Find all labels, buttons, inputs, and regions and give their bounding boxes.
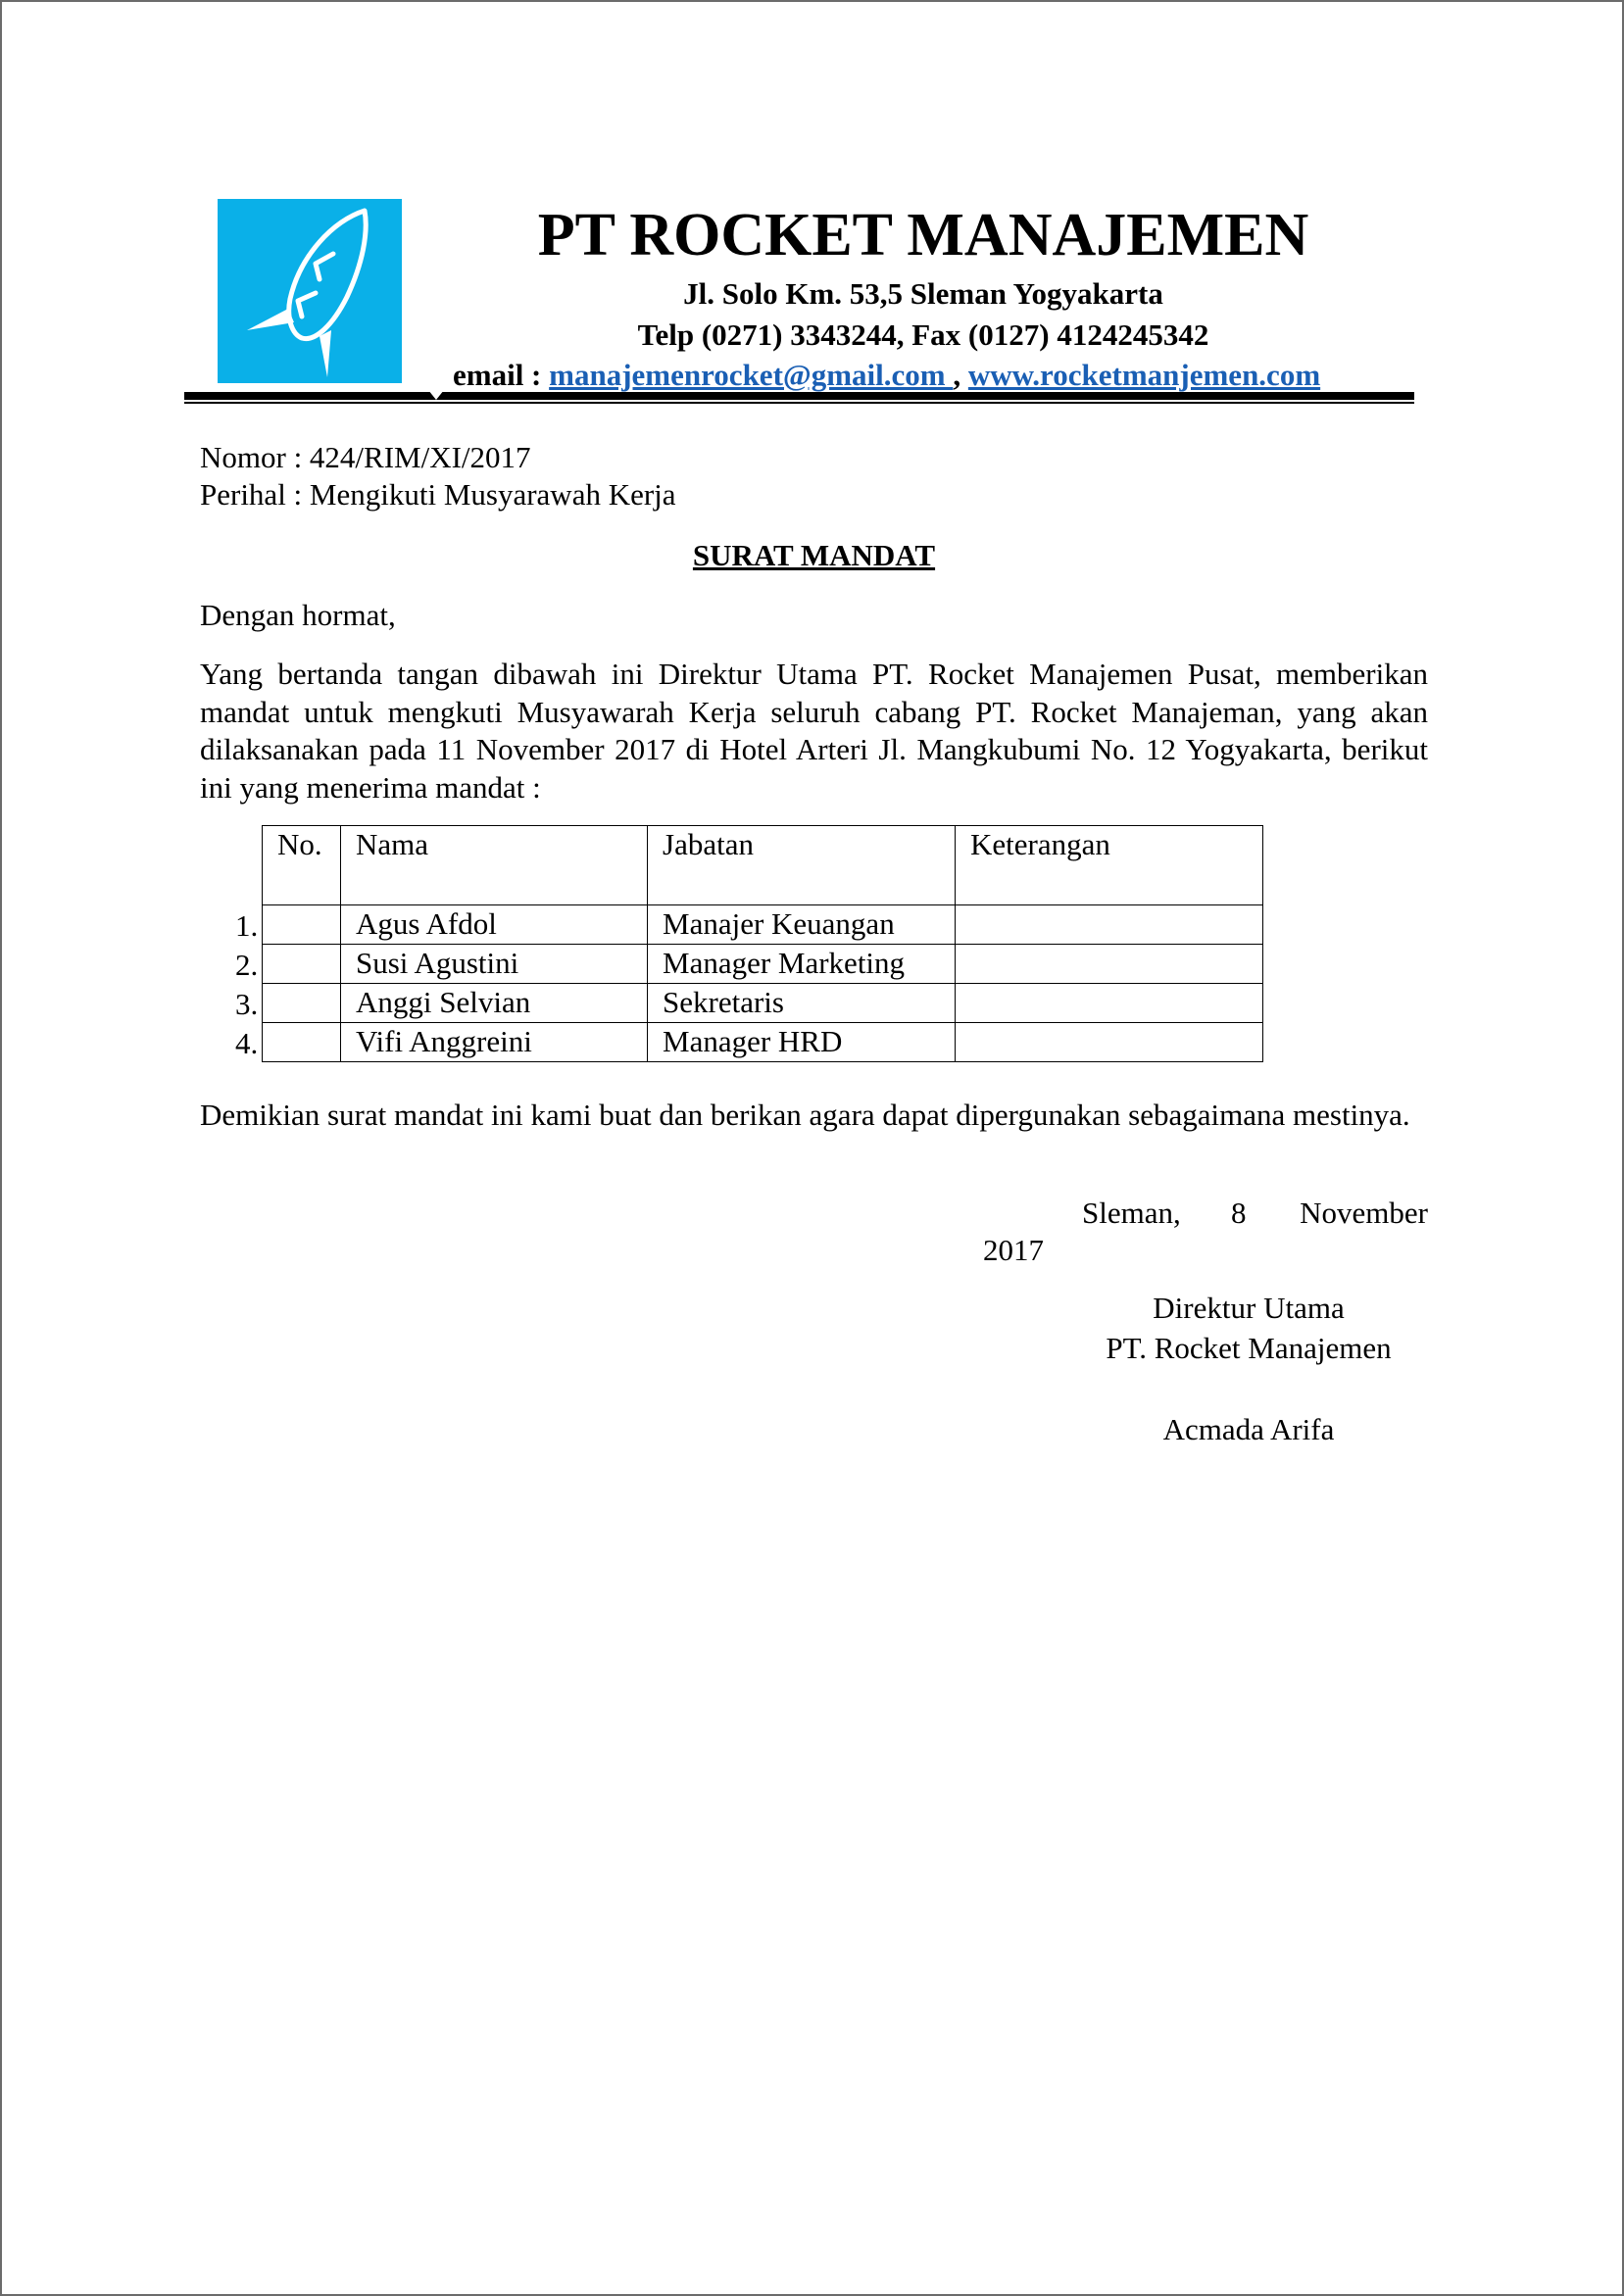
letterhead-rule-thin — [184, 402, 1414, 404]
website-link[interactable]: www.rocketmanjemen.com — [967, 358, 1321, 392]
mandate-recipients-table — [262, 825, 1263, 1062]
contact-separator: , — [953, 358, 968, 392]
signatory-name: Acmada Arifa — [1162, 1412, 1335, 1446]
header-keterangan: Keterangan — [956, 826, 1263, 905]
cell-no — [263, 1023, 341, 1062]
rocket-logo-icon — [218, 199, 402, 383]
cell-keterangan — [956, 945, 1263, 984]
cell-no — [263, 945, 341, 984]
letterhead-rule-notch — [428, 390, 444, 400]
row-number: 4. — [235, 1026, 259, 1060]
cell-jabatan: Manager Marketing — [648, 945, 956, 984]
company-phone: Telp (0271) 3343244, Fax (0127) 4124245342 — [637, 318, 1209, 352]
signature-year: 2017 — [983, 1233, 1044, 1267]
table-row — [263, 905, 1263, 945]
email-label: email : — [453, 358, 550, 392]
cell-keterangan — [956, 984, 1263, 1023]
company-contact-line — [453, 356, 1320, 395]
cell-jabatan: Sekretaris — [648, 984, 956, 1023]
header-nama: Nama — [341, 826, 648, 905]
table-row — [263, 1023, 1263, 1062]
company-address: Jl. Solo Km. 53,5 Sleman Yogyakarta — [683, 276, 1163, 311]
cell-jabatan: Manajer Keuangan — [648, 905, 956, 945]
letter-title: SURAT MANDAT — [692, 538, 936, 572]
table-header-row — [263, 826, 1263, 905]
letterhead-rule-thick — [184, 392, 1414, 400]
cell-keterangan — [956, 1023, 1263, 1062]
letter-subject-line: Perihal : Mengikuti Musyarawah Kerja — [200, 477, 676, 512]
row-number: 2. — [235, 948, 259, 982]
cell-nama: Susi Agustini — [341, 945, 648, 984]
row-number: 3. — [235, 987, 259, 1021]
cell-nama: Anggi Selvian — [341, 984, 648, 1023]
email-link[interactable]: manajemenrocket@gmail.com — [549, 358, 954, 392]
company-name: PT ROCKET MANAJEMEN — [537, 202, 1309, 269]
cell-nama: Agus Afdol — [341, 905, 648, 945]
greeting: Dengan hormat, — [200, 598, 396, 632]
header-no: No. — [263, 826, 341, 905]
rocket-logo-svg — [218, 199, 402, 383]
cell-no — [263, 984, 341, 1023]
signatory-company: PT. Rocket Manajemen — [1106, 1331, 1392, 1365]
signatory-title: Direktur Utama — [1153, 1291, 1345, 1325]
cell-keterangan — [956, 905, 1263, 945]
row-number: 1. — [235, 908, 259, 943]
body-paragraph: Yang bertanda tangan dibawah ini Direktur Utama PT. Rocket Manajemen Pusat, memberikan mandat untuk mengkuti Musyawarah Kerja seluruh cabang PT. Rocket Manajeman, yang akan dilaksanakan pada 11 November 2017 di Hotel Arteri Jl. Mangkubumi No. 12 Yogyakarta, berikut ini yang menerima mandat : — [200, 657, 1428, 805]
table-row — [263, 984, 1263, 1023]
letter-number: Nomor : 424/RIM/XI/2017 — [200, 440, 531, 474]
cell-nama: Vifi Anggreini — [341, 1023, 648, 1062]
header-jabatan: Jabatan — [648, 826, 956, 905]
cell-jabatan: Manager HRD — [648, 1023, 956, 1062]
table-row — [263, 945, 1263, 984]
cell-no — [263, 905, 341, 945]
closing-paragraph: Demikian surat mandat ini kami buat dan berikan agara dapat dipergunakan sebagaimana mestinya. — [200, 1098, 1410, 1132]
signature-place: Sleman, — [1082, 1196, 1181, 1230]
signature-month: November — [1300, 1196, 1428, 1230]
signature-day: 8 — [1231, 1196, 1247, 1230]
